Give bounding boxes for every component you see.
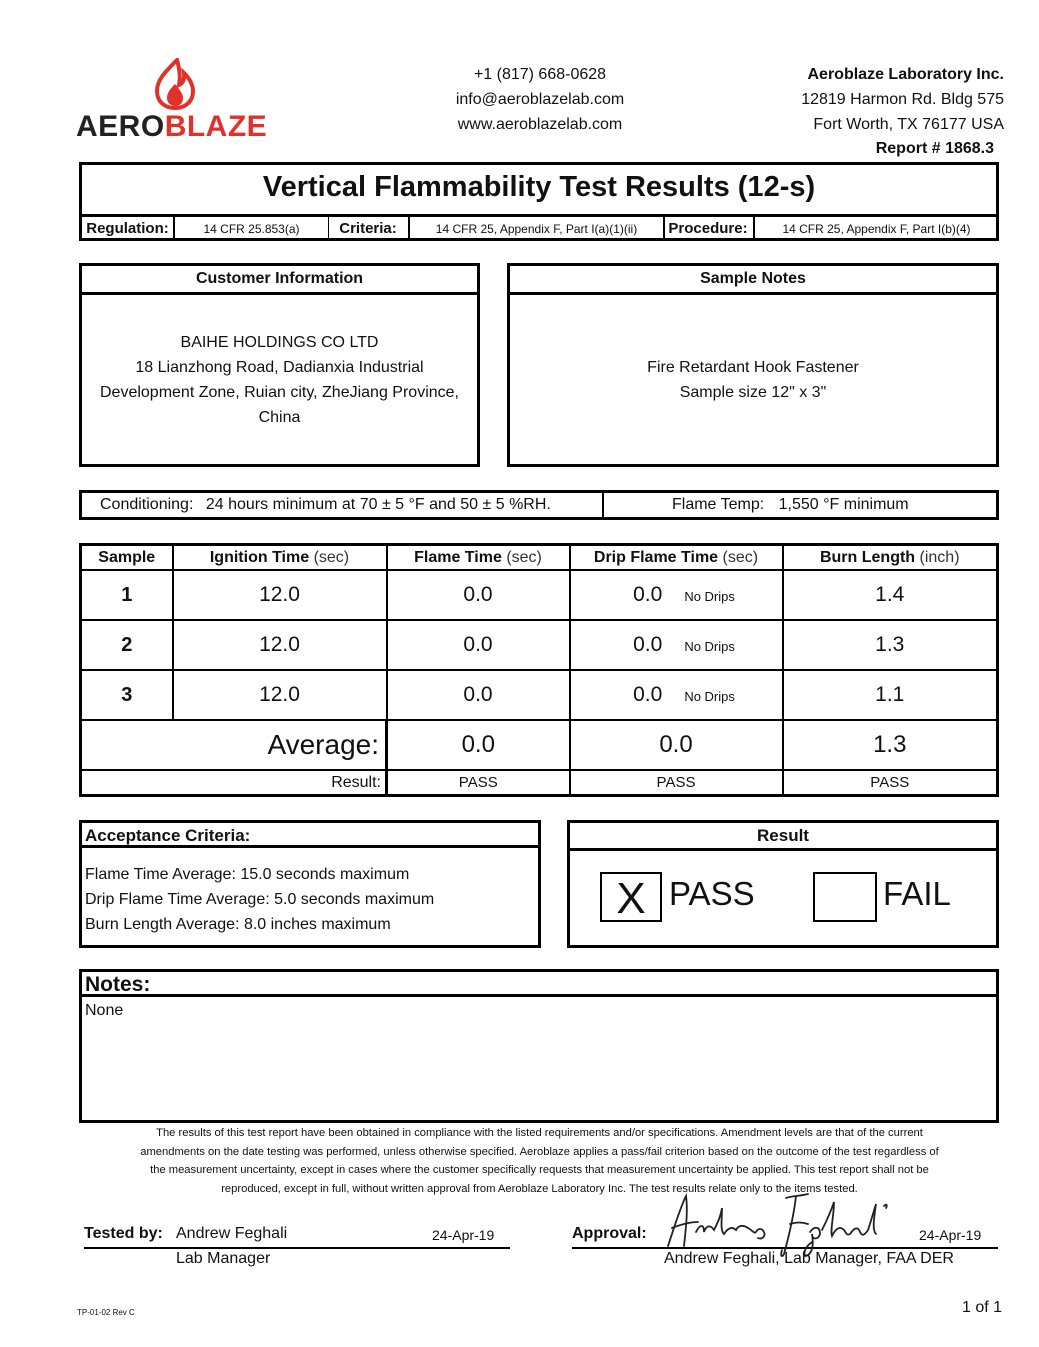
average-burn: 1.3 xyxy=(783,720,998,770)
flame-temp-label: Flame Temp: xyxy=(672,496,765,513)
website-url: www.aeroblazelab.com xyxy=(457,116,623,133)
drip-time: 0.0 xyxy=(633,683,663,707)
phone-number: +1 (817) 668-0628 xyxy=(473,66,607,83)
customer-info-box xyxy=(79,263,480,467)
table-row xyxy=(81,670,998,720)
result-label: Result: xyxy=(81,770,387,795)
address-line-1: 12819 Harmon Rd. Bldg 575 xyxy=(801,91,1004,108)
logo-text-aero: AERO xyxy=(76,110,165,143)
sample-size: Sample size 12" x 3" xyxy=(679,384,827,401)
sample-number: 1 xyxy=(81,570,173,620)
header-flame xyxy=(387,545,570,571)
header-drip-unit: (sec) xyxy=(722,548,759,566)
customer-line-3: Development Zone, Ruian city, ZheJiang Province, xyxy=(100,384,459,401)
conditioning-value: 24 hours minimum at 70 ± 5 °F and 50 ± 5 %RH. xyxy=(205,496,551,513)
criteria-burn: Burn Length Average: 8.0 inches maximum xyxy=(85,916,391,933)
criteria-value: 14 CFR 25, Appendix F, Part I(a)(1)(ii) xyxy=(408,217,665,241)
header-ignition xyxy=(173,545,387,571)
drip-note: No Drips xyxy=(684,689,735,705)
conditioning-label: Conditioning: xyxy=(100,496,194,513)
result-burn: PASS xyxy=(783,770,998,795)
flame-icon xyxy=(151,58,199,110)
table-row xyxy=(81,620,998,670)
regulation-value: 14 CFR 25.853(a) xyxy=(173,217,329,241)
notes-text: None xyxy=(85,1002,124,1019)
sample-notes-text xyxy=(510,355,996,405)
header-flame-label: Flame Time xyxy=(414,548,502,566)
conditioning-box xyxy=(79,490,999,520)
result-heading: Result xyxy=(570,823,996,851)
customer-address xyxy=(82,330,477,430)
disclaimer-line-3: the measurement uncertainty, except in cases where the customer specifically requests that measurement uncertainty be applied. This test report shall not be xyxy=(150,1164,929,1176)
company-logo xyxy=(76,58,296,148)
drip-note: No Drips xyxy=(684,639,735,655)
address-line-2: Fort Worth, TX 76177 USA xyxy=(813,116,1004,133)
lab-address xyxy=(700,62,1004,137)
lab-name: Aeroblaze Laboratory Inc. xyxy=(807,66,1004,83)
acceptance-criteria-box xyxy=(79,820,541,948)
page-title: Vertical Flammability Test Results (12-s) xyxy=(262,171,816,203)
procedure-label: Procedure: xyxy=(668,220,748,237)
flame-time: 0.0 xyxy=(387,570,570,620)
drip-note: No Drips xyxy=(684,589,735,605)
result-box xyxy=(567,820,999,948)
fail-checkbox[interactable] xyxy=(813,872,877,922)
disclaimer-line-2: amendments on the date testing was performed, unless otherwise specified. Aeroblaze applies a pass/fail criterion based on the outcome of the test regardless of xyxy=(140,1145,939,1158)
header-burn-label: Burn Length xyxy=(819,548,916,566)
result-drip: PASS xyxy=(570,770,783,795)
customer-line-2: 18 Lianzhong Road, Dadianxia Industrial xyxy=(135,359,424,376)
contact-info xyxy=(420,62,660,137)
flame-time: 0.0 xyxy=(387,620,570,670)
customer-info-heading: Customer Information xyxy=(82,266,477,295)
ignition-time: 12.0 xyxy=(173,670,387,720)
table-header-row xyxy=(81,545,998,571)
procedure-value: 14 CFR 25, Appendix F, Part I(b)(4) xyxy=(753,217,998,241)
tested-date: 24-Apr-19 xyxy=(432,1227,495,1243)
tested-by-name: Andrew Feghali xyxy=(176,1225,288,1242)
header-drip xyxy=(570,545,783,571)
disclaimer-line-4: reproduced, except in full, without written approval from Aeroblaze Laboratory Inc. The test results relate only to the items tested. xyxy=(221,1182,858,1195)
header-ignition-unit: (sec) xyxy=(313,548,350,566)
drip-cell xyxy=(570,620,783,670)
approval-signature xyxy=(662,1188,902,1258)
flame-temp-info xyxy=(604,493,996,517)
notes-heading: Notes: xyxy=(82,972,996,997)
regulation-row xyxy=(82,214,996,241)
ignition-time: 12.0 xyxy=(173,570,387,620)
burn-length: 1.1 xyxy=(783,670,998,720)
ignition-time: 12.0 xyxy=(173,620,387,670)
tested-by-label: Tested by: xyxy=(84,1225,163,1242)
disclaimer-line-1: The results of this test report have been obtained in compliance with the listed requirements and/or specifications. Amendment levels are that of the current xyxy=(156,1127,923,1139)
drip-cell xyxy=(570,670,783,720)
table-row xyxy=(81,570,998,620)
criteria-label: Criteria: xyxy=(339,220,397,237)
header-drip-label: Drip Flame Time xyxy=(593,548,719,566)
flame-time: 0.0 xyxy=(387,670,570,720)
average-row xyxy=(81,720,998,770)
page-number: 1 of 1 xyxy=(961,1299,1002,1316)
approval-date: 24-Apr-19 xyxy=(919,1227,982,1243)
pass-label: PASS xyxy=(669,875,755,912)
sample-number: 2 xyxy=(81,620,173,670)
email-address: info@aeroblazelab.com xyxy=(455,91,625,108)
customer-name: BAIHE HOLDINGS CO LTD xyxy=(180,334,379,351)
burn-length: 1.4 xyxy=(783,570,998,620)
report-number: Report # 1868.3 xyxy=(875,140,994,157)
form-id: TP-01-02 Rev C xyxy=(77,1308,135,1317)
sample-notes-box xyxy=(507,263,999,467)
criteria-drip: Drip Flame Time Average: 5.0 seconds maximum xyxy=(85,891,435,908)
tested-by-section xyxy=(84,1225,510,1249)
burn-length: 1.3 xyxy=(783,620,998,670)
average-drip: 0.0 xyxy=(570,720,783,770)
regulation-label: Regulation: xyxy=(86,220,169,237)
fail-label: FAIL xyxy=(883,875,951,912)
notes-box xyxy=(79,969,999,1123)
acceptance-list xyxy=(85,862,434,937)
result-flame: PASS xyxy=(387,770,570,795)
average-flame: 0.0 xyxy=(387,720,570,770)
acceptance-heading: Acceptance Criteria: xyxy=(82,823,538,848)
criteria-flame: Flame Time Average: 15.0 seconds maximum xyxy=(85,866,410,883)
title-box xyxy=(79,162,999,241)
drip-time: 0.0 xyxy=(633,633,663,657)
logo-text-blaze: BLAZE xyxy=(164,110,268,143)
drip-cell xyxy=(570,570,783,620)
header-sample: Sample xyxy=(81,545,173,571)
approval-label: Approval: xyxy=(572,1225,647,1242)
header-ignition-label: Ignition Time xyxy=(209,548,310,566)
disclaimer xyxy=(60,1124,1019,1198)
flame-temp-value: 1,550 °F minimum xyxy=(778,496,909,513)
average-label: Average: xyxy=(81,720,387,770)
results-table xyxy=(79,543,999,797)
header-flame-unit: (sec) xyxy=(506,548,542,566)
tested-by-title: Lab Manager xyxy=(176,1250,271,1267)
sample-description: Fire Retardant Hook Fastener xyxy=(647,359,859,376)
drip-time: 0.0 xyxy=(633,583,663,607)
pass-checkbox[interactable]: X xyxy=(600,872,662,922)
result-row xyxy=(81,770,998,795)
approval-name: Andrew Feghali, Lab Manager, FAA DER xyxy=(664,1250,954,1267)
conditioning-info xyxy=(82,493,604,517)
sample-notes-heading: Sample Notes xyxy=(510,266,996,295)
header-burn xyxy=(783,545,998,571)
customer-line-4: China xyxy=(258,409,301,426)
sample-number: 3 xyxy=(81,670,173,720)
header-burn-unit: (inch) xyxy=(919,548,960,566)
